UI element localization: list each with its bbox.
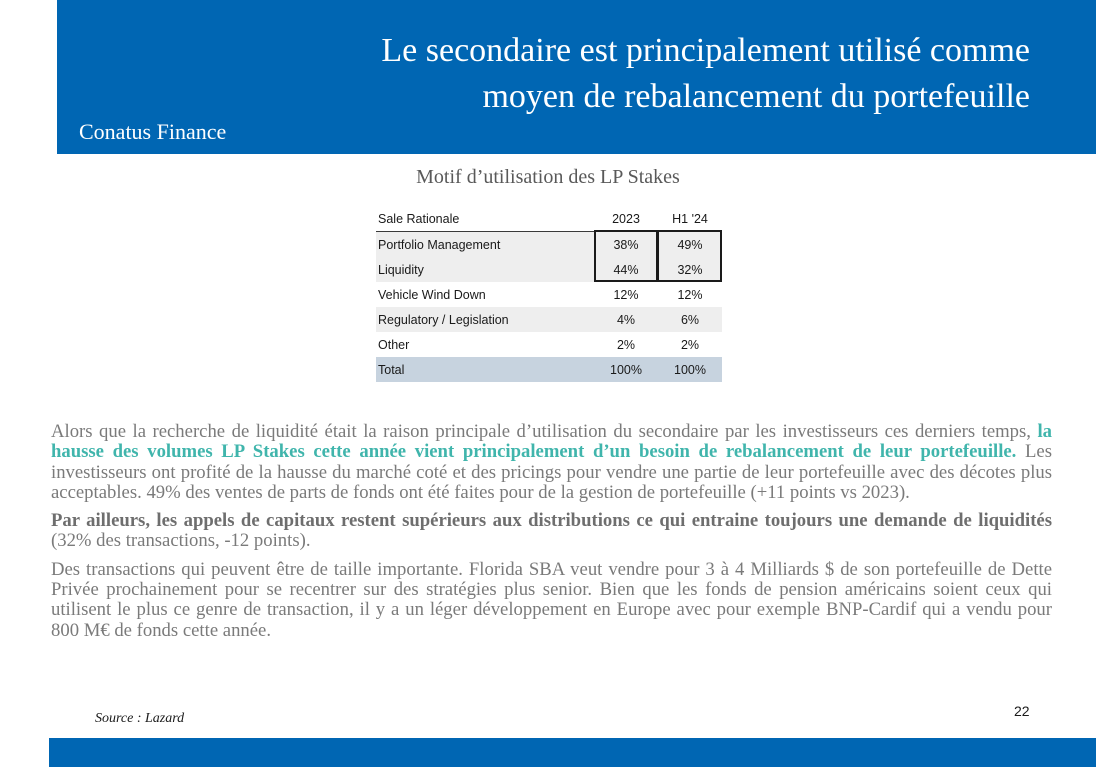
table-row bbox=[376, 332, 722, 357]
table-header-cell: Sale Rationale bbox=[378, 212, 460, 226]
paragraph-1 bbox=[51, 422, 1052, 503]
table-cell: 32% bbox=[677, 262, 703, 277]
paragraph-1-text-end: Les investisseurs ont profité de la hausse du marché coté et des pricings pour vendre une partie de leur portefeuille avec des décotes plus acceptables. 49% des ventes de parts de fonds ont été faites pour de la gestion de portefeuille (+11 points vs 2023). bbox=[51, 441, 1052, 503]
table-cell: Other bbox=[378, 337, 410, 352]
sale-rationale-table bbox=[376, 207, 722, 382]
table-cell: 100% bbox=[610, 362, 642, 377]
header-banner bbox=[57, 0, 1096, 154]
paragraph-1-highlight: la hausse des volumes LP Stakes cette année vient principalement d’un besoin de rebalancement de leur portefeuille. bbox=[51, 421, 1052, 463]
table-cell: 2% bbox=[616, 337, 636, 352]
source-note: Source : Lazard bbox=[95, 711, 185, 726]
paragraph-2 bbox=[51, 511, 1052, 552]
table-row bbox=[376, 282, 722, 307]
table-row bbox=[376, 232, 722, 257]
table-cell: Portfolio Management bbox=[378, 237, 501, 252]
table-cell: 49% bbox=[677, 237, 703, 252]
brand-name: Conatus Finance bbox=[79, 119, 227, 144]
paragraph-2-text: (32% des transactions, -12 points). bbox=[51, 530, 311, 552]
table-cell: Liquidity bbox=[378, 262, 424, 277]
title-line-1: Le secondaire est principalement utilisé comme bbox=[381, 32, 1030, 69]
slide-title bbox=[130, 28, 1030, 120]
paragraph-1-text: Alors que la recherche de liquidité était la raison principale d’utilisation du secondaire par les investisseurs ces derniers temps, bbox=[51, 421, 1038, 442]
table-row bbox=[376, 307, 722, 332]
body-text bbox=[51, 422, 1052, 649]
table-cell: 100% bbox=[674, 362, 706, 377]
table-cell: 44% bbox=[613, 262, 639, 277]
paragraph-2-bold: Par ailleurs, les appels de capitaux restent supérieurs aux distributions ce qui entraine toujours une demande de liquidités bbox=[51, 510, 1052, 532]
footer-bar bbox=[49, 738, 1096, 767]
table-cell: Total bbox=[378, 362, 405, 377]
table-cell: Vehicle Wind Down bbox=[378, 287, 486, 302]
table-total-row bbox=[376, 357, 722, 382]
table-cell: 12% bbox=[613, 287, 639, 302]
paragraph-3: Des transactions qui peuvent être de taille importante. Florida SBA veut vendre pour 3 à 4 Milliards $ de son portefeuille de Dette Privée prochainement pour se recentrer sur des stratégies plus senior. Bien que les fonds de pension américains soient ceux qui utilisent le plus ce genre de transaction, il y a un léger développement en Europe avec pour exemple BNP-Cardif qui a vendu pour 800 M€ de fonds cette année. bbox=[51, 558, 1052, 641]
table-header-row bbox=[376, 207, 722, 232]
table-caption-text: Motif d’utilisation des LP Stakes bbox=[416, 166, 680, 188]
table-cell: 12% bbox=[677, 287, 703, 302]
title-line-2: moyen de rebalancement du portefeuille bbox=[482, 78, 1030, 115]
page-number: 22 bbox=[1014, 703, 1030, 719]
table-header-cell: 2023 bbox=[612, 212, 640, 226]
table-cell: Regulatory / Legislation bbox=[378, 312, 509, 327]
table-cell: 2% bbox=[680, 337, 700, 352]
table-cell: 4% bbox=[616, 312, 636, 327]
table-row bbox=[376, 257, 722, 282]
table-cell: 38% bbox=[613, 237, 639, 252]
table-header-cell: H1 '24 bbox=[672, 212, 708, 226]
table-cell: 6% bbox=[680, 312, 700, 327]
table-caption bbox=[0, 166, 1096, 189]
